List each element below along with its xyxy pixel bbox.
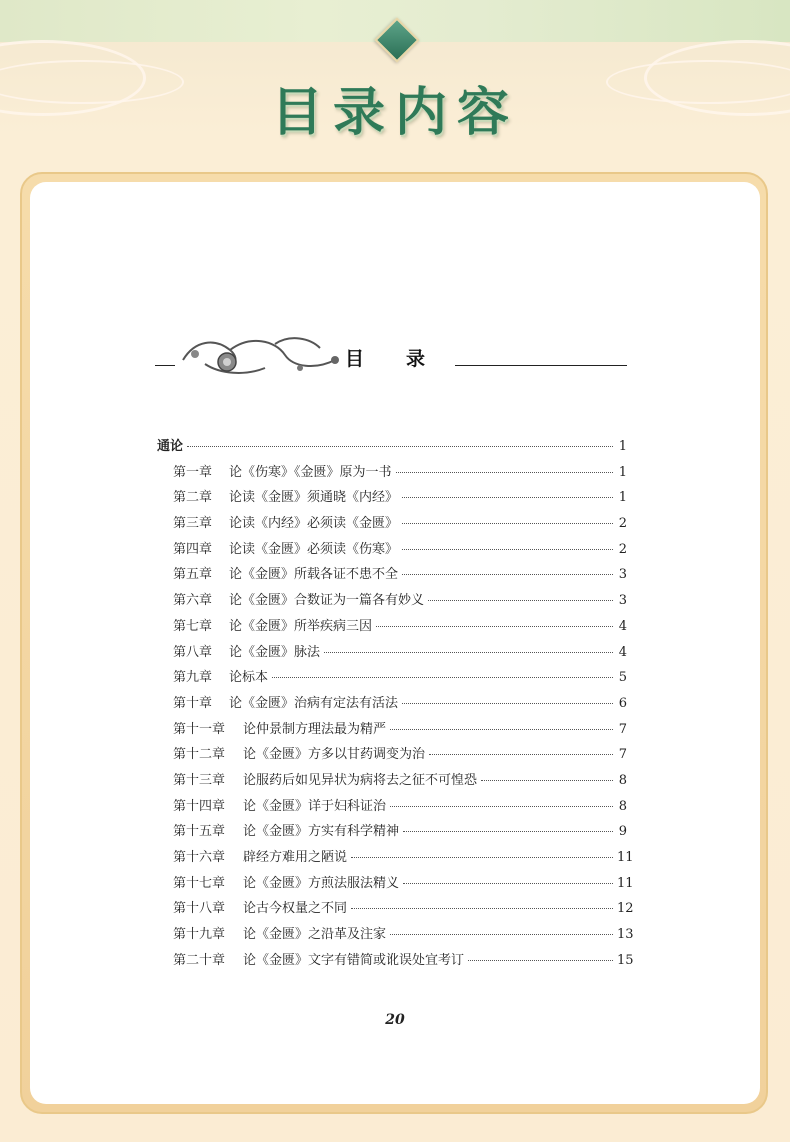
toc-page-number: 4 <box>618 618 627 634</box>
toc-chapter-label: 第十二章 <box>173 747 226 763</box>
toc-page-number: 11 <box>617 875 634 891</box>
toc-entry[interactable] <box>157 512 627 538</box>
toc-page-number: 1 <box>618 490 627 506</box>
toc-entry[interactable] <box>157 692 627 718</box>
toc-page-number: 11 <box>617 850 634 865</box>
toc-leader-dots <box>403 831 613 832</box>
toc-entry[interactable] <box>157 486 627 512</box>
toc-list <box>157 435 634 974</box>
toc-leader-dots <box>429 754 613 755</box>
toc-page-number: 8 <box>618 772 627 788</box>
toc-page-number: 8 <box>618 798 627 814</box>
toc-leader-dots <box>403 883 613 884</box>
toc-entry-title: 论《金匮》所举疾病三因 <box>229 618 373 634</box>
toc-leader-dots <box>390 729 613 730</box>
toc-page-number: 5 <box>618 670 627 686</box>
toc-entry-title: 论古今权量之不同 <box>243 901 348 917</box>
toc-chapter-label: 第十三章 <box>173 772 226 788</box>
toc-leader-dots <box>376 626 613 627</box>
toc-entry[interactable] <box>157 435 627 461</box>
toc-entry-title: 论《金匮》之沿革及注家 <box>243 927 387 943</box>
toc-entry[interactable] <box>157 846 634 872</box>
toc-entry[interactable] <box>157 923 634 949</box>
toc-chapter-label: 第十八章 <box>173 901 226 917</box>
toc-entry[interactable] <box>157 769 627 795</box>
toc-title: 目录 <box>345 348 468 370</box>
toc-entry[interactable] <box>157 795 627 821</box>
toc-page-number: 3 <box>618 593 627 609</box>
toc-chapter-label: 第二章 <box>173 490 213 506</box>
toc-leader-dots <box>428 600 613 601</box>
heading-rule-left <box>155 365 175 366</box>
toc-entry-title: 通论 <box>157 439 184 454</box>
toc-leader-dots <box>396 472 613 473</box>
toc-page-number: 2 <box>618 516 627 532</box>
toc-entry[interactable] <box>157 949 634 975</box>
toc-entry[interactable] <box>157 897 634 923</box>
toc-chapter-label: 第十七章 <box>173 875 226 891</box>
toc-entry-title: 论读《金匮》必须读《伤寒》 <box>229 541 399 557</box>
toc-page-number: 6 <box>618 695 627 711</box>
toc-entry-title: 论读《金匮》须通晓《内经》 <box>229 490 399 506</box>
toc-chapter-label: 第九章 <box>173 670 213 686</box>
toc-chapter-label: 第四章 <box>173 541 213 557</box>
toc-chapter-label: 第十九章 <box>173 927 226 943</box>
toc-page-number: 1 <box>618 464 627 480</box>
toc-page-number: 15 <box>617 952 634 968</box>
toc-page-number: 4 <box>618 644 627 660</box>
toc-leader-dots <box>402 574 613 575</box>
toc-chapter-label: 第十四章 <box>173 798 226 814</box>
toc-leader-dots <box>468 960 613 961</box>
toc-entry-title: 论《金匮》脉法 <box>229 644 321 660</box>
toc-leader-dots <box>402 703 613 704</box>
toc-chapter-label: 第三章 <box>173 516 213 532</box>
toc-chapter-label: 第七章 <box>173 618 213 634</box>
toc-page-number: 12 <box>617 901 634 917</box>
toc-chapter-label: 第八章 <box>173 644 213 660</box>
toc-page-number: 13 <box>617 927 634 943</box>
toc-entry[interactable] <box>157 615 627 641</box>
toc-leader-dots <box>390 934 613 935</box>
toc-entry[interactable] <box>157 461 627 487</box>
toc-entry-title: 论《金匮》方实有科学精神 <box>243 824 400 840</box>
page-title: 目录内容 <box>270 83 519 143</box>
toc-chapter-label: 第十五章 <box>173 824 226 840</box>
toc-chapter-label: 第十一章 <box>173 721 226 737</box>
toc-entry[interactable] <box>157 872 634 898</box>
toc-entry-title: 论《伤寒》《金匮》原为一书 <box>229 464 392 480</box>
toc-entry-title: 论《金匮》文字有错简或讹误处宜考订 <box>243 952 465 968</box>
toc-page-number: 1 <box>618 439 627 454</box>
toc-chapter-label: 第六章 <box>173 593 213 609</box>
toc-leader-dots <box>402 549 613 550</box>
toc-page-number: 2 <box>618 541 627 557</box>
page-number: 20 <box>385 1012 405 1028</box>
toc-entry-title: 论服药后如见异状为病将去之征不可惶恐 <box>243 772 478 788</box>
toc-leader-dots <box>390 806 613 807</box>
toc-entry-title: 论仲景制方理法最为精严 <box>243 721 387 737</box>
toc-page-number: 7 <box>618 747 627 763</box>
toc-chapter-label: 第一章 <box>173 464 213 480</box>
toc-leader-dots <box>351 857 613 858</box>
toc-leader-dots <box>402 497 613 498</box>
toc-chapter-label: 第十章 <box>173 695 213 711</box>
toc-entry-title: 论《金匮》详于妇科证治 <box>243 798 387 814</box>
toc-entry[interactable] <box>157 743 627 769</box>
toc-entry[interactable] <box>157 718 627 744</box>
toc-page-number: 9 <box>618 824 627 840</box>
toc-entry-title: 论标本 <box>229 670 269 686</box>
toc-entry-title: 辟经方难用之陋说 <box>243 850 348 865</box>
toc-leader-dots <box>402 523 613 524</box>
toc-chapter-label: 第五章 <box>173 567 213 583</box>
toc-leader-dots <box>187 446 613 447</box>
toc-chapter-label: 第二十章 <box>173 952 226 968</box>
toc-leader-dots <box>324 652 613 653</box>
toc-leader-dots <box>272 677 613 678</box>
toc-chapter-label: 第十六章 <box>173 850 226 865</box>
toc-entry[interactable] <box>157 641 627 667</box>
toc-entry-title: 论《金匮》方煎法服法精义 <box>243 875 400 891</box>
floral-scroll-ornament-icon <box>175 330 350 380</box>
toc-entry-title: 论《金匮》所载各证不患不全 <box>229 567 399 583</box>
toc-entry[interactable] <box>157 820 627 846</box>
heading-rule-right <box>455 365 627 366</box>
toc-entry[interactable] <box>157 589 627 615</box>
toc-entry-title: 论《金匮》合数证为一篇各有妙义 <box>229 593 425 609</box>
toc-leader-dots <box>351 908 613 909</box>
toc-entry-title: 论《金匮》治病有定法有活法 <box>229 695 399 711</box>
toc-page-number: 7 <box>618 721 627 737</box>
toc-entry[interactable] <box>157 538 627 564</box>
toc-leader-dots <box>481 780 613 781</box>
toc-heading <box>155 330 630 380</box>
toc-entry-title: 论读《内经》必须读《金匮》 <box>229 516 399 532</box>
toc-page-number: 3 <box>618 567 627 583</box>
toc-entry[interactable] <box>157 666 627 692</box>
toc-entry[interactable] <box>157 563 627 589</box>
toc-entry-title: 论《金匮》方多以甘药调变为治 <box>243 747 426 763</box>
